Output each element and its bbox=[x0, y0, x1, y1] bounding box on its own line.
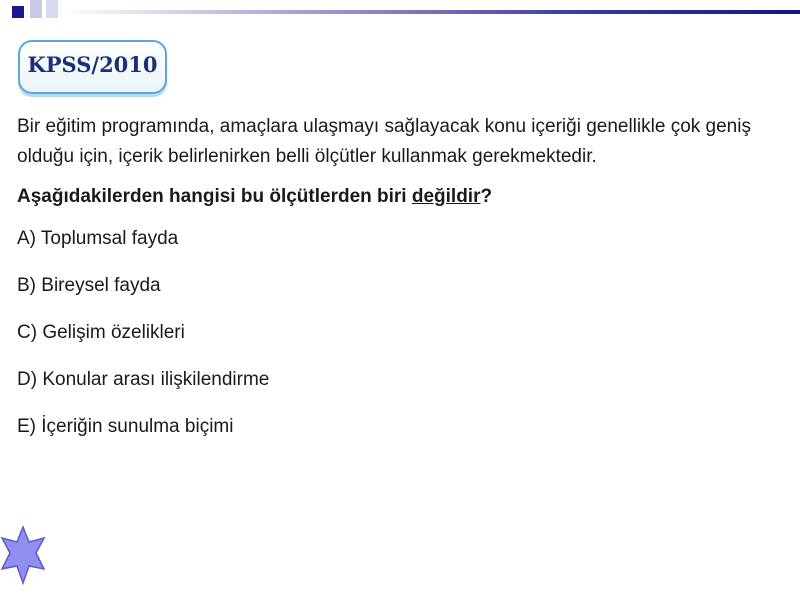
option-d[interactable]: D) Konular arası ilişkilendirme bbox=[17, 369, 270, 390]
question-prompt-start: Aşağıdakilerden hangisi bu ölçütlerden biri bbox=[17, 186, 412, 207]
decor-square bbox=[46, 0, 58, 18]
option-e[interactable]: E) İçeriğin sunulma biçimi bbox=[17, 416, 234, 437]
option-c[interactable]: C) Gelişim özelikleri bbox=[17, 322, 185, 343]
answer-options bbox=[17, 224, 797, 459]
option-a[interactable]: A) Toplumsal fayda bbox=[17, 228, 179, 249]
question-prompt-end: ? bbox=[480, 186, 493, 207]
question-block bbox=[17, 112, 797, 459]
question-prompt bbox=[17, 182, 797, 212]
top-decoration-bar bbox=[0, 0, 800, 20]
decor-gradient-line bbox=[62, 10, 800, 14]
decor-square bbox=[30, 0, 42, 18]
exam-badge bbox=[18, 40, 167, 94]
option-b[interactable]: B) Bireysel fayda bbox=[17, 275, 161, 296]
decor-square bbox=[12, 6, 24, 18]
question-prompt-emphasis: değildir bbox=[411, 186, 481, 207]
exam-badge-label: KPSS/2010 bbox=[27, 52, 158, 77]
question-text: Bir eğitim programında, amaçlara ulaşmayı sağlayacak konu içeriği genellikle çok geniş olduğu için, içerik belirlenirken belli ölçütler kullanmak gerekmektedir. bbox=[17, 116, 751, 167]
star-icon[interactable] bbox=[0, 525, 46, 585]
